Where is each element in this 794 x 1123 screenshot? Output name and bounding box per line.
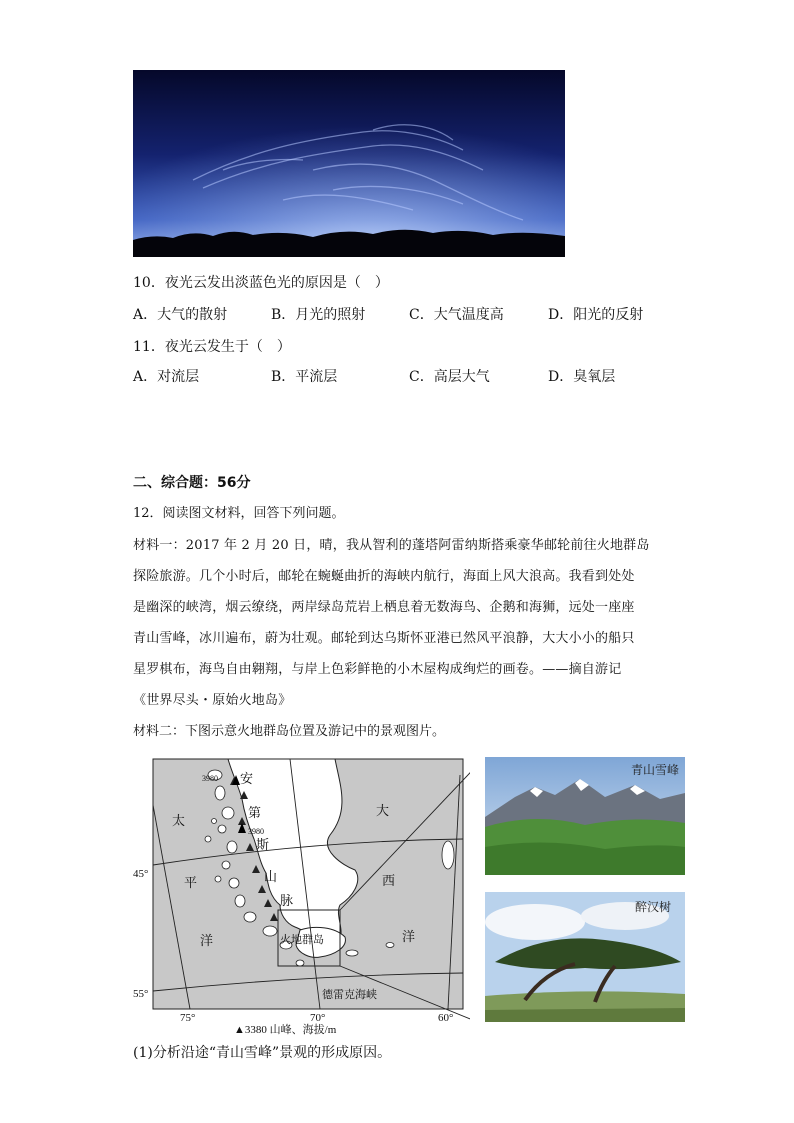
- map-legend: ▲3380 山峰、海拔/m: [234, 1024, 337, 1035]
- question-10-option-b[interactable]: B．月光的照射: [271, 307, 366, 323]
- map-svg: [130, 755, 470, 1035]
- peak-elevation-label: 3980: [248, 827, 264, 836]
- question-12-sub-1: (1)分析沿途“青山雪峰”景观的形成原因。: [133, 1045, 392, 1061]
- longitude-label: 60°: [438, 1012, 454, 1024]
- pacific-label-char: 洋: [200, 933, 214, 948]
- andes-label-char: 第: [248, 805, 262, 820]
- latitude-label: 45°: [133, 868, 149, 880]
- latitude-label: 55°: [133, 988, 149, 1000]
- atlantic-label-char: 大: [376, 803, 390, 818]
- question-11-option-b[interactable]: B．平流层: [271, 369, 338, 385]
- question-12-stem: 12．阅读图文材料，回答下列问题。: [133, 506, 345, 521]
- material-1: [133, 530, 663, 716]
- question-10-option-c[interactable]: C．大气温度高: [409, 307, 504, 323]
- material-1-line: 探险旅游。几个小时后，邮轮在蜿蜒曲折的海峡内航行，海面上风大浪高。我看到处处: [133, 569, 635, 584]
- andes-label-char: 山: [264, 869, 278, 884]
- question-10-option-d[interactable]: D．阳光的反射: [548, 307, 644, 323]
- andes-label-char: 斯: [256, 837, 270, 852]
- material-1-line: 《世界尽头・原始火地岛》: [133, 693, 292, 708]
- noctilucent-cloud-image: [133, 70, 565, 257]
- snow-peak-photo: [485, 757, 685, 875]
- drunken-tree-label: 醉汉树: [634, 900, 671, 914]
- question-10-stem: 10．夜光云发出淡蓝色光的原因是（ ）: [133, 275, 389, 291]
- question-11-stem: 11．夜光云发生于（ ）: [133, 339, 291, 355]
- pacific-label-char: 太: [172, 813, 186, 828]
- drake-passage-label: 德雷克海峡: [322, 989, 377, 1001]
- question-11-option-d[interactable]: D．臭氧层: [548, 369, 616, 385]
- drunken-tree-photo: [485, 892, 685, 1022]
- material-1-line: 星罗棋布，海鸟自由翱翔，与岸上色彩鲜艳的小木屋构成绚烂的画卷。——摘自游记: [133, 662, 622, 677]
- andes-label-char: 脉: [280, 893, 294, 908]
- material-1-line: 青山雪峰，冰川遍布，蔚为壮观。邮轮到达乌斯怀亚港已然风平浪静，大大小小的船只: [133, 631, 635, 646]
- andes-label-char: 安: [240, 771, 254, 786]
- question-11-option-a[interactable]: A．对流层: [133, 369, 200, 385]
- material-1-line: 材料一：2017 年 2 月 20 日，晴，我从智利的蓬塔阿雷纳斯搭乘豪华邮轮前往火地群岛: [133, 538, 650, 553]
- material-2: 材料二：下图示意火地群岛位置及游记中的景观图片。: [133, 724, 446, 739]
- material-1-line: 是幽深的峡湾，烟云缭绕，两岸绿岛荒岩上栖息着无数海鸟、企鹅和海狮，远处一座座: [133, 600, 635, 615]
- noctilucent-cloud-photo: [133, 70, 565, 257]
- tierra-del-fuego-label: 火地群岛: [280, 934, 324, 946]
- pacific-label-char: 平: [184, 875, 198, 890]
- atlantic-label-char: 洋: [402, 929, 416, 944]
- tierra-del-fuego-map: [130, 755, 470, 1035]
- atlantic-label-char: 西: [382, 873, 396, 888]
- longitude-label: 75°: [180, 1012, 196, 1024]
- peak-elevation-label: 3980: [202, 774, 218, 783]
- question-10-option-a[interactable]: A．大气的散射: [133, 307, 228, 323]
- section-2-heading: 二、综合题：56分: [133, 475, 251, 491]
- longitude-label: 70°: [310, 1012, 326, 1024]
- question-11-option-c[interactable]: C．高层大气: [409, 369, 490, 385]
- snow-peak-label: 青山雪峰: [630, 763, 679, 777]
